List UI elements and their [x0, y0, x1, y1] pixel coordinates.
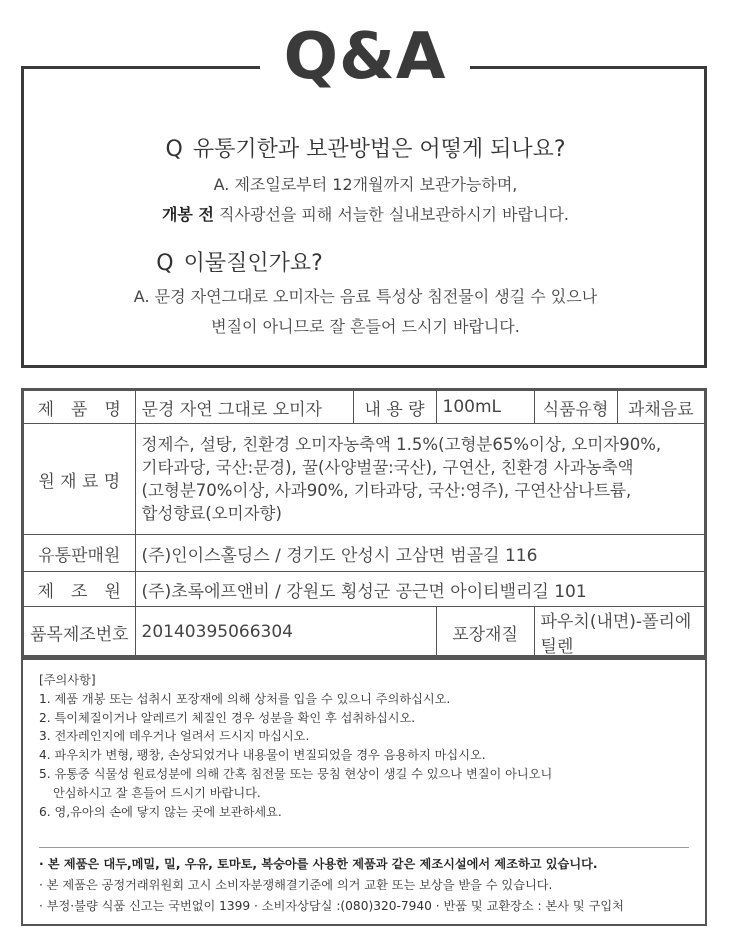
answer-line: A. 문경 자연그대로 오미자는 음료 특성상 침전물이 생길 수 있으나: [133, 287, 598, 306]
product-info-table: [21, 388, 707, 660]
table-row: [23, 390, 706, 424]
qa-question-2: [0, 246, 605, 277]
distributor-value: (주)인이스홀딩스 / 경기도 안성시 고삼면 범골길 116: [135, 535, 705, 572]
answer-line: A. 제조일로부터 12개월까지 보관가능하며,: [213, 175, 518, 194]
report-no-value: 20140395066304: [135, 607, 436, 659]
caution-box: [21, 655, 707, 926]
ingredients-line: 기타과당, 국산:문경), 꿀(사양벌꿀:국산), 구연산, 친환경 사과농축액: [141, 458, 634, 477]
qa-answer-2: [0, 282, 731, 342]
ingredients-line: 정제수, 설탕, 친환경 오미자농축액 1.5%(고형분65%이상, 오미자90%,: [141, 435, 662, 454]
question-text: 이물질인가요?: [183, 251, 323, 276]
table-row: [23, 424, 706, 535]
question-text: 유통기한과 보관방법은 어떻게 되나요?: [192, 137, 566, 162]
report-no-label: 품목제조번호: [23, 607, 136, 659]
answer-bold: 개봉 전: [161, 205, 214, 224]
ingredients-line: (고형분70%이상, 사과90%, 기타과당, 국산:영주), 구연산삼나트륨,: [141, 481, 632, 500]
caution-item: 3. 전자레인지에 데우거나 얼려서 드시지 마십시오.: [39, 729, 310, 744]
compensation-note: · 본 제품은 공정거래위원회 고시 소비자분쟁해결기준에 의거 교환 또는 보상을 받을 수 있습니다.: [39, 878, 553, 892]
table-row: [23, 607, 706, 659]
qa-title: Q&A: [260, 14, 470, 100]
ingredients-value: [135, 424, 705, 535]
caution-item: 2. 특이체질이거나 알레르기 체질인 경우 성분을 확인 후 섭취하십시오.: [39, 710, 416, 725]
caution-divider: [39, 847, 689, 848]
ingredients-label: 원 재 료 명: [23, 424, 136, 535]
caution-item: 5. 유통중 식물성 원료성분에 의해 간혹 침전물 또는 뭉침 현상이 생길 수 있으나 변질이 아니오니: [39, 766, 553, 781]
qa-question-1: [0, 132, 731, 163]
caution-item: 6. 영,유아의 손에 닿지 않는 곳에 보관하세요.: [39, 804, 282, 819]
manufacturer-value: (주)초록에프앤비 / 강원도 횡성군 공근면 아이티밸리길 101: [135, 572, 705, 607]
name-label: 제 품 명: [23, 390, 136, 424]
caution-item: 1. 제품 개봉 또는 섭취시 포장재에 의해 상처를 입을 수 있으니 주의하십시오.: [39, 691, 451, 706]
caution-notes: [39, 854, 624, 917]
answer-line: [0, 200, 731, 230]
report-note: · 부정·불량 식품 신고는 국번없이 1399 · 소비자상담실 :(080)320-7940 · 반품 및 교환장소 : 본사 및 구입처: [39, 899, 624, 913]
allergy-note: · 본 제품은 대두,메밀, 밀, 우유, 토마토, 복숭아를 사용한 제품과 같은 제조시설에서 제조하고 있습니다.: [39, 857, 598, 871]
q-mark: Q: [165, 137, 183, 162]
volume-label: 내 용 량: [353, 390, 436, 424]
caution-item: 안심하시고 잘 흔들어 드시기 바랍니다.: [53, 785, 261, 800]
answer-rest: 직사광선을 피해 서늘한 실내보관하시기 바랍니다.: [213, 205, 570, 224]
type-label: 식품유형: [534, 390, 617, 424]
packaging-value: 파우치(내면)-폴리에틸렌: [534, 607, 705, 659]
table-row: [23, 572, 706, 607]
packaging-label: 포장재질: [436, 607, 534, 659]
q-mark: Q: [156, 251, 174, 276]
table-row: [23, 535, 706, 572]
manufacturer-label: 제 조 원: [23, 572, 136, 607]
qa-answer-1: [0, 170, 731, 230]
volume-value: 100mL: [436, 390, 534, 424]
distributor-label: 유통판매원: [23, 535, 136, 572]
ingredients-line: 합성향료(오미자향): [141, 504, 282, 523]
caution-item: 4. 파우치가 변형, 팽창, 손상되었거나 내용물이 변질되었을 경우 음용하지 마십시오.: [39, 748, 486, 763]
name-value: 문경 자연 그대로 오미자: [135, 390, 353, 424]
type-value: 과채음료: [617, 390, 705, 424]
caution-list: [39, 671, 552, 821]
caution-heading: [주의사항]: [39, 673, 96, 687]
answer-line: 변질이 아니므로 잘 흔들어 드시기 바랍니다.: [211, 317, 520, 336]
